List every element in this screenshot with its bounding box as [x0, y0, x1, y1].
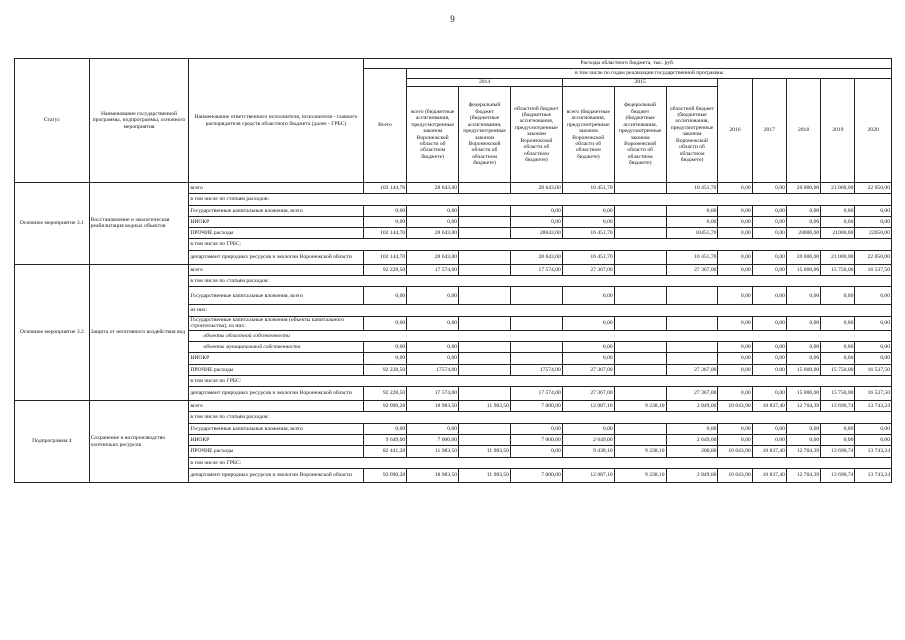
value-cell: [459, 183, 511, 194]
value-cell: [614, 264, 666, 275]
value-cell: [614, 216, 666, 227]
value-cell: 17 574,00: [510, 387, 562, 401]
value-cell: 0,00: [855, 341, 892, 352]
row-label: департамент природных ресурсов и экологии Воронежской области: [189, 250, 363, 264]
value-cell: 28 643,00: [510, 250, 562, 264]
value-cell: 0,00: [510, 216, 562, 227]
value-cell: [459, 341, 511, 352]
value-cell: [459, 364, 511, 375]
budget-table: [14, 58, 892, 483]
table-row: [15, 401, 892, 412]
table-header: [15, 59, 892, 183]
row-label: всего: [189, 183, 363, 194]
value-cell: 0,00: [510, 446, 562, 457]
value-cell: 13 690,74: [821, 446, 855, 457]
row-label: в том числе по ГРБС:: [189, 375, 892, 386]
value-cell: 0,00: [363, 423, 407, 434]
section-status: Подпрограмма 4: [15, 401, 90, 483]
value-cell: 0,00: [363, 316, 407, 330]
value-cell: 200,00: [666, 446, 718, 457]
header-year-2019: 2019: [821, 79, 855, 183]
table-row: [15, 264, 892, 275]
value-cell: 0,00: [510, 423, 562, 434]
value-cell: 10 451,70: [562, 183, 614, 194]
value-cell: 0,00: [786, 316, 820, 330]
value-cell: 22 050,00: [855, 183, 892, 194]
value-cell: 0,00: [407, 353, 459, 364]
value-cell: 2 849,00: [666, 401, 718, 412]
value-cell: 0,00: [718, 264, 752, 275]
value-cell: 0,00: [752, 264, 786, 275]
value-cell: 27 367,00: [562, 264, 614, 275]
row-label: НИОКР: [189, 216, 363, 227]
value-cell: 9 238,10: [614, 468, 666, 482]
value-cell: 0,00: [718, 316, 752, 330]
value-cell: 7 000,00: [407, 435, 459, 446]
value-cell: [614, 364, 666, 375]
value-cell: 0,00: [786, 435, 820, 446]
value-cell: 0,00: [821, 316, 855, 330]
row-label: Государственные капитальные вложения, всего: [189, 423, 363, 434]
value-cell: 22 050,00: [855, 250, 892, 264]
value-cell: 0,00: [562, 423, 614, 434]
value-cell: 0,00: [407, 216, 459, 227]
value-cell: 7 000,00: [510, 435, 562, 446]
value-cell: 0,00: [718, 216, 752, 227]
value-cell: 17 574,00: [407, 264, 459, 275]
value-cell: 13 690,74: [821, 468, 855, 482]
header-2015-all: всего (бюджетные ассигнования, предусмотренные законом Воронежской области об областном бюджете): [562, 87, 614, 183]
value-cell: 18 983,50: [407, 468, 459, 482]
value-cell: 9 238,10: [614, 446, 666, 457]
value-cell: 17 574,00: [510, 264, 562, 275]
value-cell: 22050,00: [855, 228, 892, 239]
value-cell: 10 837,40: [752, 446, 786, 457]
value-cell: 0,00: [752, 353, 786, 364]
value-cell: 0,00: [718, 353, 752, 364]
value-cell: 0,00: [752, 183, 786, 194]
value-cell: 0,00: [562, 316, 614, 330]
row-label: ПРОЧИЕ расходы: [189, 446, 363, 457]
value-cell: 12 704,39: [786, 468, 820, 482]
row-label: департамент природных ресурсов и экологии Воронежской области: [189, 468, 363, 482]
value-cell: [459, 216, 511, 227]
value-cell: 12 704,39: [786, 446, 820, 457]
header-year-2017: 2017: [752, 79, 786, 183]
section-program-name: Восстановление и экологическая реабилитация водных объектов: [89, 183, 189, 265]
value-cell: [510, 287, 562, 305]
value-cell: 0,00: [752, 250, 786, 264]
row-label: в том числе по статьям расходов:: [189, 194, 892, 205]
value-cell: 13 743,24: [855, 446, 892, 457]
value-cell: 0,00: [718, 435, 752, 446]
value-cell: 0,00: [752, 216, 786, 227]
value-cell: 0,00: [718, 387, 752, 401]
value-cell: 12 087,10: [562, 468, 614, 482]
value-cell: 0,00: [855, 423, 892, 434]
value-cell: 28 643,00: [407, 183, 459, 194]
value-cell: 0,00: [855, 216, 892, 227]
value-cell: 0,00: [752, 316, 786, 330]
value-cell: 2 649,00: [666, 435, 718, 446]
value-cell: 92 228,50: [363, 364, 407, 375]
value-cell: [666, 341, 718, 352]
value-cell: [614, 316, 666, 330]
value-cell: 0,00: [855, 205, 892, 216]
header-program-name: Наименование государственной программы, подпрограммы, основного мероприятия: [89, 59, 189, 183]
value-cell: 0,00: [718, 287, 752, 305]
value-cell: 27 367,00: [666, 264, 718, 275]
value-cell: 18 983,50: [407, 401, 459, 412]
value-cell: 92 090,28: [363, 401, 407, 412]
value-cell: [459, 287, 511, 305]
value-cell: 10 451,70: [666, 250, 718, 264]
value-cell: 16 537,50: [855, 264, 892, 275]
value-cell: 0,00: [752, 387, 786, 401]
value-cell: 0,00: [510, 205, 562, 216]
section-status: Основное мероприятие 3.2: [15, 264, 90, 400]
value-cell: 27 367,00: [562, 364, 614, 375]
value-cell: [459, 353, 511, 364]
value-cell: [666, 287, 718, 305]
value-cell: 0,00: [821, 341, 855, 352]
value-cell: 0,00: [363, 205, 407, 216]
header-executor: Наименование ответственного исполнителя, исполнителя - главного распорядителя средств областного бюджета (далее - ГРБС): [189, 59, 363, 183]
value-cell: [614, 435, 666, 446]
value-cell: 10 837,40: [752, 401, 786, 412]
value-cell: 28 643,00: [510, 183, 562, 194]
value-cell: 0,00: [407, 287, 459, 305]
value-cell: 17574,00: [407, 364, 459, 375]
value-cell: 11 983,50: [459, 468, 511, 482]
value-cell: 0,00: [821, 435, 855, 446]
value-cell: 7 000,00: [510, 468, 562, 482]
value-cell: 28 643,00: [407, 250, 459, 264]
value-cell: 102 144,70: [363, 228, 407, 239]
value-cell: 12 087,10: [562, 401, 614, 412]
value-cell: [614, 205, 666, 216]
value-cell: 0,00: [786, 216, 820, 227]
section-program-name: Сохранение и воспроизводство охотничьих ресурсов: [89, 401, 189, 483]
value-cell: 16 537,50: [855, 387, 892, 401]
value-cell: 9 238,10: [614, 401, 666, 412]
value-cell: 0,00: [752, 228, 786, 239]
value-cell: 0,00: [821, 353, 855, 364]
value-cell: 0,00: [786, 341, 820, 352]
row-label: всего: [189, 264, 363, 275]
value-cell: 20 000,00: [786, 183, 820, 194]
value-cell: 0,00: [855, 316, 892, 330]
header-2014-federal: федеральный бюджет (бюджетные ассигнования, предусмотренные законом Воронежской области об областном бюджете): [459, 87, 511, 183]
value-cell: 13 743,24: [855, 401, 892, 412]
value-cell: 10 043,90: [718, 446, 752, 457]
value-cell: [614, 423, 666, 434]
row-label: НИОКР: [189, 353, 363, 364]
value-cell: 0,00: [363, 216, 407, 227]
value-cell: 11 983,50: [459, 401, 511, 412]
row-label: всего: [189, 401, 363, 412]
value-cell: [459, 387, 511, 401]
value-cell: 13 743,24: [855, 468, 892, 482]
value-cell: 102 144,70: [363, 250, 407, 264]
value-cell: 21 000,00: [821, 183, 855, 194]
value-cell: 11 983,50: [459, 446, 511, 457]
header-year-2020: 2020: [855, 79, 892, 183]
row-label: объекты муниципальной собственности: [189, 341, 363, 352]
value-cell: 0,00: [821, 423, 855, 434]
section-program-name: Защита от негативного воздействия вод: [89, 264, 189, 400]
value-cell: 0,00: [821, 205, 855, 216]
header-year-2016: 2016: [718, 79, 752, 183]
value-cell: 15 000,00: [786, 264, 820, 275]
value-cell: 17 574,00: [407, 387, 459, 401]
header-2014-regional: областной бюджет (бюджетные ассигнования, предусмотренные законом Воронежской области об областном бюджете): [510, 87, 562, 183]
value-cell: 0,00: [562, 216, 614, 227]
row-label: Государственные капитальные вложения, всего: [189, 287, 363, 305]
header-2015-federal: федеральный бюджет (бюджетные ассигнования, предусмотренные законом Воронежской области об областном бюджете): [614, 87, 666, 183]
value-cell: 20000,00: [786, 228, 820, 239]
header-status: Статус: [15, 59, 90, 183]
value-cell: 15 000,00: [786, 364, 820, 375]
value-cell: 0,00: [718, 341, 752, 352]
value-cell: 0,00: [786, 353, 820, 364]
value-cell: [459, 435, 511, 446]
header-expenses-title: Расходы областного бюджета, тыс. руб.: [363, 59, 891, 69]
value-cell: 82 441,28: [363, 446, 407, 457]
value-cell: 15 750,00: [821, 364, 855, 375]
value-cell: 0,00: [718, 183, 752, 194]
value-cell: [510, 353, 562, 364]
value-cell: 2 849,00: [666, 468, 718, 482]
value-cell: 15 000,00: [786, 387, 820, 401]
value-cell: 27 367,00: [666, 387, 718, 401]
row-label: в том числе по статьям расходов:: [189, 412, 892, 423]
value-cell: 0,00: [855, 287, 892, 305]
value-cell: 0,00: [718, 228, 752, 239]
value-cell: [510, 316, 562, 330]
value-cell: 0,00: [718, 205, 752, 216]
value-cell: 0,00: [752, 341, 786, 352]
value-cell: 0,00: [786, 287, 820, 305]
page-number: 9: [450, 14, 455, 24]
value-cell: [614, 250, 666, 264]
table-row: [15, 183, 892, 194]
value-cell: 0,00: [718, 250, 752, 264]
value-cell: 11 983,50: [407, 446, 459, 457]
value-cell: 0,00: [562, 341, 614, 352]
header-by-years: в том числе по годам реализации государственной программы: [407, 69, 892, 79]
value-cell: 0,00: [821, 216, 855, 227]
value-cell: 7 000,00: [510, 401, 562, 412]
row-label: ПРОЧИЕ расходы: [189, 228, 363, 239]
value-cell: 0,00: [666, 423, 718, 434]
value-cell: [459, 205, 511, 216]
value-cell: 0,00: [407, 205, 459, 216]
value-cell: 0,00: [407, 316, 459, 330]
value-cell: 0,00: [752, 423, 786, 434]
header-year-2018: 2018: [786, 79, 820, 183]
row-label: в том числе по ГРБС:: [189, 457, 892, 468]
value-cell: [459, 250, 511, 264]
value-cell: [510, 341, 562, 352]
value-cell: 0,00: [363, 287, 407, 305]
header-2014-all: всего (бюджетные ассигнования, предусмотренные законом Воронежской области об областном бюджете): [407, 87, 459, 183]
value-cell: 0,00: [562, 205, 614, 216]
value-cell: 21000,00: [821, 228, 855, 239]
value-cell: 10 451,70: [562, 250, 614, 264]
value-cell: 10 837,40: [752, 468, 786, 482]
value-cell: 0,00: [363, 341, 407, 352]
value-cell: 0,00: [752, 435, 786, 446]
value-cell: 92 090,28: [363, 468, 407, 482]
value-cell: 0,00: [562, 287, 614, 305]
row-label: Государственные капитальные вложения, всего: [189, 205, 363, 216]
row-label: Государственные капитальные вложения (объекты капитального строительства), из них:: [189, 316, 363, 330]
row-label: НИОКР: [189, 435, 363, 446]
value-cell: 0,00: [407, 423, 459, 434]
value-cell: 0,00: [718, 364, 752, 375]
value-cell: 10451,70: [666, 228, 718, 239]
value-cell: 20 000,00: [786, 250, 820, 264]
value-cell: 27 367,00: [562, 387, 614, 401]
value-cell: 28643,00: [510, 228, 562, 239]
value-cell: 16 537,50: [855, 364, 892, 375]
value-cell: 0,00: [363, 353, 407, 364]
value-cell: 10 451,70: [562, 228, 614, 239]
value-cell: 0,00: [666, 205, 718, 216]
value-cell: 0,00: [752, 287, 786, 305]
value-cell: 13 690,74: [821, 401, 855, 412]
value-cell: 102 144,70: [363, 183, 407, 194]
value-cell: 0,00: [786, 205, 820, 216]
header-total: Всего: [363, 69, 407, 183]
value-cell: 27 367,00: [666, 364, 718, 375]
header-2015-regional: областной бюджет (бюджетные ассигнования, предусмотренные законом Воронежской области об областном бюджете): [666, 87, 718, 183]
value-cell: [614, 228, 666, 239]
row-label: в том числе по ГРБС:: [189, 239, 892, 250]
row-label: департамент природных ресурсов и экологии Воронежской области: [189, 387, 363, 401]
value-cell: 9 438,10: [562, 446, 614, 457]
value-cell: [614, 183, 666, 194]
row-label: объекты областной собственности: [189, 330, 892, 341]
value-cell: 0,00: [562, 353, 614, 364]
value-cell: 15 750,00: [821, 264, 855, 275]
value-cell: [614, 387, 666, 401]
value-cell: [459, 228, 511, 239]
row-label: из них:: [189, 305, 892, 316]
value-cell: 9 649,00: [363, 435, 407, 446]
value-cell: 0,00: [855, 353, 892, 364]
value-cell: 0,00: [786, 423, 820, 434]
value-cell: [459, 316, 511, 330]
value-cell: [614, 287, 666, 305]
value-cell: 2 649,00: [562, 435, 614, 446]
value-cell: 17574,00: [510, 364, 562, 375]
value-cell: 92 228,50: [363, 387, 407, 401]
value-cell: 15 750,00: [821, 387, 855, 401]
value-cell: 92 228,50: [363, 264, 407, 275]
table-body: [15, 183, 892, 483]
value-cell: 0,00: [855, 435, 892, 446]
value-cell: [459, 423, 511, 434]
value-cell: 21 000,00: [821, 250, 855, 264]
value-cell: [666, 353, 718, 364]
section-status: Основное мероприятие 3.1: [15, 183, 90, 265]
header-year-2014: 2014: [407, 79, 563, 87]
value-cell: 0,00: [666, 216, 718, 227]
value-cell: [459, 264, 511, 275]
value-cell: 10 043,90: [718, 468, 752, 482]
value-cell: 0,00: [752, 205, 786, 216]
value-cell: 0,00: [407, 341, 459, 352]
value-cell: 0,00: [718, 423, 752, 434]
value-cell: 0,00: [821, 287, 855, 305]
row-label: ПРОЧИЕ расходы: [189, 364, 363, 375]
row-label: в том числе по статьям расходов:: [189, 276, 892, 287]
value-cell: 12 704,39: [786, 401, 820, 412]
value-cell: [614, 353, 666, 364]
header-year-2015: 2015: [562, 79, 718, 87]
value-cell: 10 451,70: [666, 183, 718, 194]
value-cell: [614, 341, 666, 352]
value-cell: 28 643,00: [407, 228, 459, 239]
value-cell: 0,00: [752, 364, 786, 375]
value-cell: [666, 316, 718, 330]
value-cell: 10 043,90: [718, 401, 752, 412]
